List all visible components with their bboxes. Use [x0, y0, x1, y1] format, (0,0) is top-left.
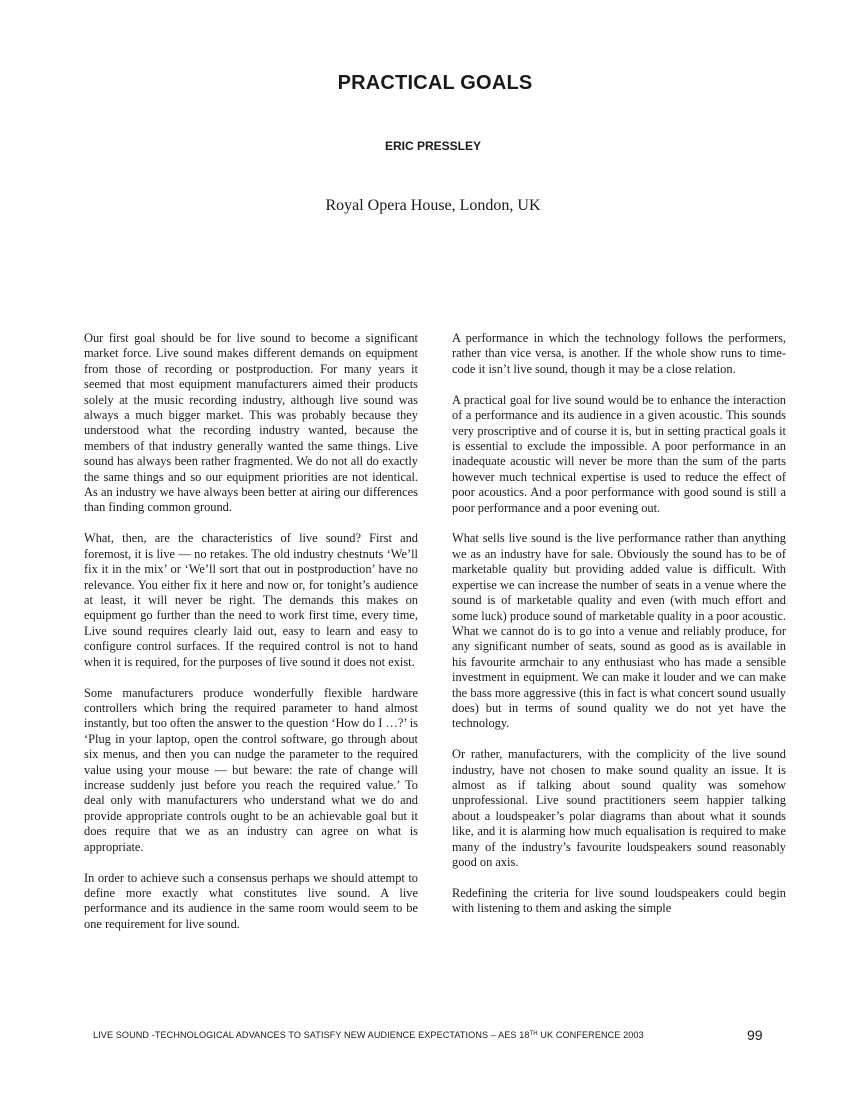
- footer-text-end: UK CONFERENCE 2003: [537, 1030, 644, 1040]
- page-number: 99: [747, 1027, 763, 1043]
- left-column: [84, 331, 418, 948]
- author-affiliation: Royal Opera House, London, UK: [325, 197, 541, 214]
- body-paragraph: In order to achieve such a consensus perhaps we should attempt to define more exactly what constitutes live sound. A live performance and its audience in the same room would seem to be one requirement for live sound.: [84, 870, 418, 931]
- body-paragraph: What sells live sound is the live performance rather than anything we as an industry have for sale. Obviously the sound has to be of marketable quality but providing added value is difficult. With expertise we can increase the number of seats in a venue where the sound is of marketable quality and even (with much effort and some luck) produce sound of marketable quality in a poor acoustic. What we cannot do is to go into a venue and reliably produce, for any significant number of seats, sound as good as is available in his favourite armchair to any enthusiast who has made a sensible investment in equipment. We can make it louder and we can make the bass more aggressive (this in fact is what concert sound usually does) but in terms of sound quality we do not yet have the technology.: [452, 531, 786, 731]
- body-paragraph: Some manufacturers produce wonderfully flexible hardware controllers which bring the required parameter to hand almost instantly, but too often the answer to the question ‘How do I …?’ is ‘Plug in your laptop, open the control software, go through about six menus, and then you can nudge the parameter to the required value using your mouse — but beware: the rate of change will increase suddenly just before you reach the required value.’ To deal only with manufacturers who understand what we do and provide appropriate controls ought to be an achievable goal but it does require that we as an industry can agree on what is appropriate.: [84, 685, 418, 854]
- running-footer: [93, 1030, 644, 1040]
- body-paragraph: Redefining the criteria for live sound loudspeakers could begin with listening to them and asking the simple: [452, 886, 786, 916]
- author-name: ERIC PRESSLEY: [384, 139, 482, 153]
- footer-text: LIVE SOUND -TECHNOLOGICAL ADVANCES TO SATISFY NEW AUDIENCE EXPECTATIONS – AES 18: [93, 1030, 530, 1040]
- body-paragraph: A performance in which the technology follows the performers, rather than vice versa, is another. If the whole show runs to time-code it isn’t live sound, though it may be a close relation.: [452, 331, 786, 376]
- body-paragraph: What, then, are the characteristics of live sound? First and foremost, it is live — no retakes. The old industry chestnuts ‘We’ll fix it in the mix’ or ‘We’ll sort that out in postproduction’ have no relevance. You either fix it here and now or, for tonight’s audience at least, it will never be right. The demands this makes on equipment go further than the need to work first time, every time, Live sound requires clearly laid out, easy to learn and easy to configure control surfaces. If the required control is not to hand when it is required, for the purposes of live sound it does not exist.: [84, 531, 418, 669]
- right-column: [452, 331, 786, 932]
- body-paragraph: Our first goal should be for live sound to become a significant market force. Live sound makes different demands on equipment from those of recording or postproduction. For many years it seemed that most equipment manufacturers aimed their products solely at the music recording industry, although live sound was always a much bigger market. This was probably because they understood what the recording industry wanted, because the members of that industry generally wanted the same things. Live sound has always been rather fragmented. We do not all do exactly the same things and so our equipment priorities are not identical. As an industry we have always been better at airing our differences than finding common ground.: [84, 331, 418, 515]
- paper-title: PRACTICAL GOALS: [337, 72, 533, 94]
- body-paragraph: Or rather, manufacturers, with the complicity of the live sound industry, have not chosen to make sound quality an issue. It is almost as if talking about sound quality was somehow unprofessional. Live sound practitioners seem happier talking about a loudspeaker’s polar diagrams than about what it sounds like, and it is alarming how much equalisation is required to make many of the industry’s favourite loudspeakers sound reasonably good on axis.: [452, 747, 786, 870]
- footer-superscript: TH: [529, 1031, 538, 1037]
- body-paragraph: A practical goal for live sound would be to enhance the interaction of a performance and its audience in a given acoustic. This sounds very proscriptive and of course it is, but in setting practical goals it is essential to exclude the impossible. A poor performance in an inadequate acoustic will never be more than the sum of the parts however much technical expertise is used to reduce the effect of poor acoustics. And a poor performance with good sound is still a poor performance and a poor evening out.: [452, 392, 786, 515]
